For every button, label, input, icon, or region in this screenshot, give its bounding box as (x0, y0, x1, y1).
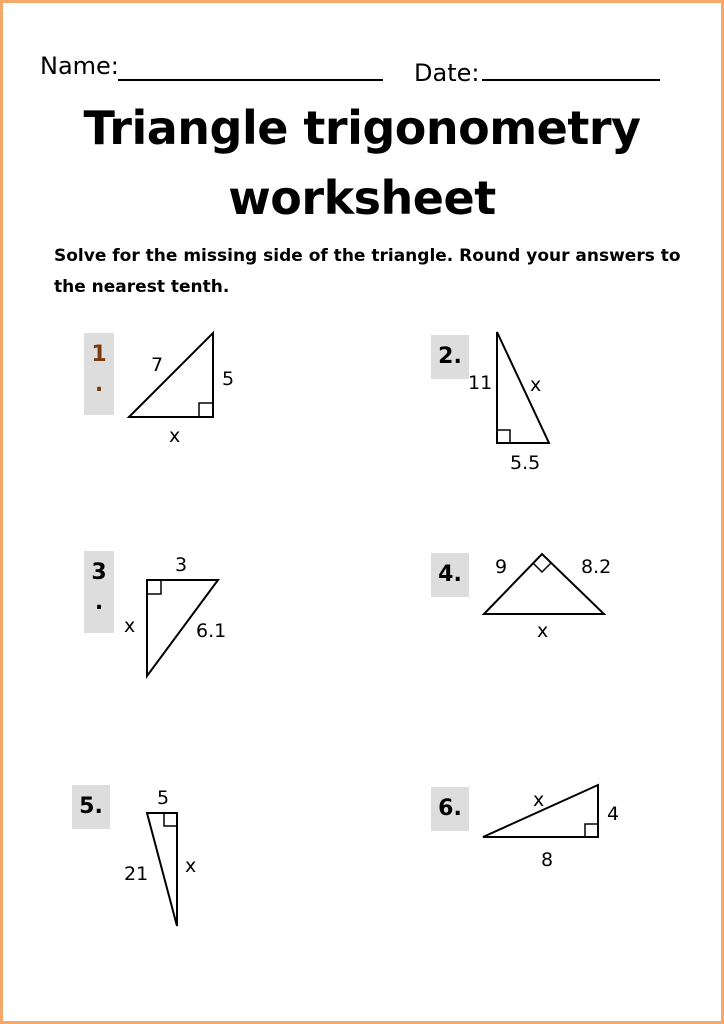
problem-4-triangle (470, 545, 630, 645)
problem-5-label-hyp: 21 (124, 863, 149, 885)
problem-2-label-hyp: x (530, 374, 542, 396)
problem-4-label-base: x (537, 620, 549, 642)
problem-1-number-text: 1 (91, 342, 107, 367)
problem-6-label-hyp: x (533, 789, 545, 811)
problem-6-label-base: 8 (541, 849, 554, 871)
problem-3-triangle (120, 548, 250, 683)
problem-1-label-base: x (169, 425, 181, 447)
problem-3-label-top: 3 (175, 554, 188, 576)
problem-1-label-vert: 5 (222, 368, 235, 390)
name-label: Name: (40, 52, 119, 80)
problem-2-label-vert: 11 (468, 372, 493, 394)
problem-1-triangle (120, 325, 250, 450)
problem-1-number-dot: . (94, 372, 104, 397)
problem-6-number: 6. (431, 787, 469, 831)
problem-3-label-hyp: 6.1 (196, 620, 227, 642)
problem-5-triangle (120, 782, 220, 937)
problem-3-label-vert: x (124, 615, 136, 637)
problem-1-label-hyp: 7 (151, 354, 164, 376)
problem-5-label-top: 5 (157, 787, 170, 809)
instructions: Solve for the missing side of the triangle. Round your answers to the nearest tenth. (54, 246, 681, 297)
page-title-line2: worksheet (228, 171, 496, 225)
problem-5-label-vert: x (185, 855, 197, 877)
problem-4-label-right: 8.2 (581, 556, 612, 578)
problem-6-triangle (470, 778, 640, 878)
problem-3-number-text: 3 (91, 560, 107, 585)
problem-2-triangle (460, 325, 570, 475)
problem-5-number: 5. (72, 785, 110, 829)
problem-3-number (84, 551, 114, 633)
date-label: Date: (414, 59, 480, 87)
page-title-line1: Triangle trigonometry (83, 101, 641, 155)
problem-4-number: 4. (431, 553, 469, 597)
problem-6-label-vert: 4 (607, 803, 620, 825)
problem-3-number-dot: . (94, 590, 104, 615)
problem-4-label-left: 9 (495, 556, 508, 578)
problem-2-label-base: 5.5 (510, 452, 541, 474)
name-field[interactable] (118, 79, 383, 81)
problem-1-number (84, 333, 114, 415)
date-field[interactable] (482, 79, 660, 81)
problem-2-number: 2. (431, 335, 469, 379)
